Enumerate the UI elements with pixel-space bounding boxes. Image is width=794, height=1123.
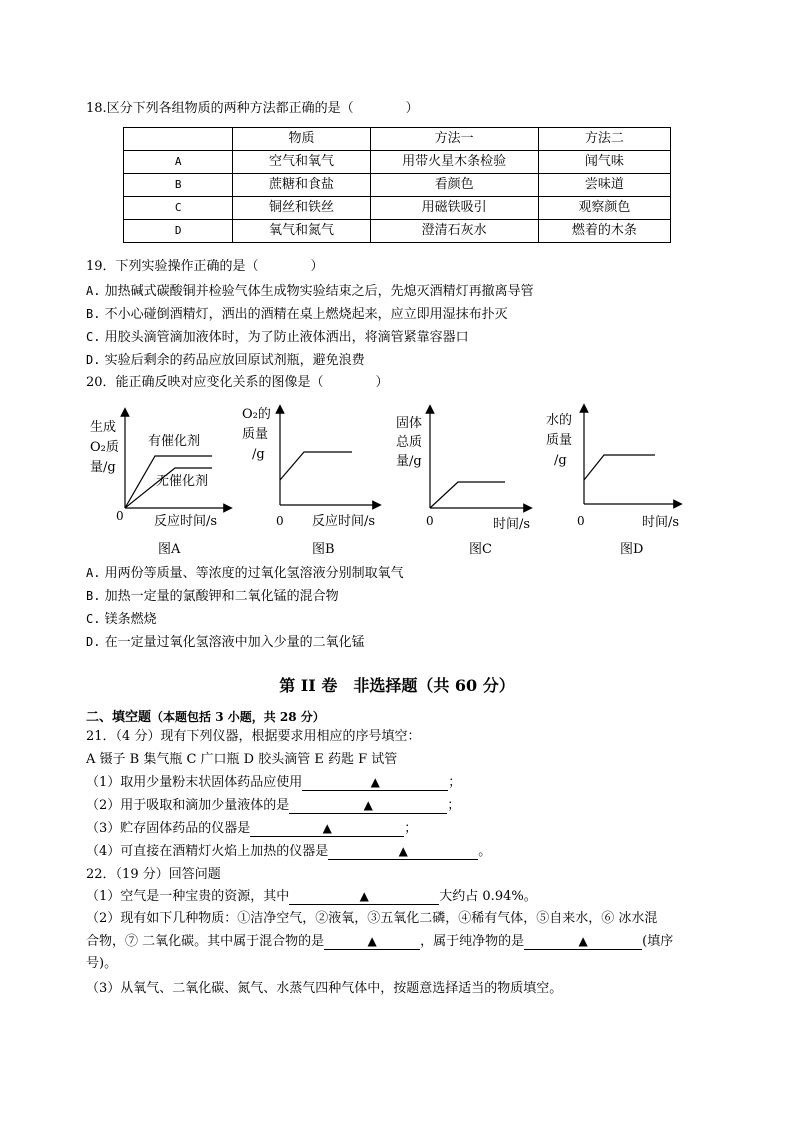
table-cell: 空气和氧气 [233, 151, 370, 174]
table-header-cell: 方法二 [538, 128, 670, 151]
option-text: 不小心碰倒酒精灯，洒出的酒精在桌上燃烧起来，应立即用湿抹布扑灭 [104, 307, 508, 322]
graph-a-xlabel: 反应时间/s [154, 514, 218, 529]
table-cell: 燃着的木条 [538, 220, 670, 243]
q19-option-a [86, 282, 534, 301]
triangle-marker-icon: ▲ [359, 889, 369, 903]
graph-b-origin: 0 [276, 514, 284, 528]
q21-stem: 21．（4 分）现有下列仪器，根据要求用相应的序号填空： [86, 729, 421, 744]
option-text: 加热碱式碳酸铜并检验气体生成物实验结束之后，先熄灭酒精灯再撤离导管 [104, 284, 534, 299]
item-text: （4）可直接在酒精灯火焰上加热的仪器是 [86, 844, 329, 859]
graph-c-ylabel-2: 总质 [396, 435, 423, 450]
part2-title: 第 II 卷 非选择题（共 60 分） [279, 676, 515, 695]
answer-blank[interactable] [289, 889, 439, 905]
q22-part-2-line-3: 号)。 [86, 956, 118, 971]
table-cell: 看颜色 [370, 174, 538, 197]
graph-d [546, 408, 679, 557]
triangle-marker-icon: ▲ [363, 798, 373, 812]
q19-option-b [86, 305, 508, 324]
item-text: 合物，⑦ 二氧化碳。其中属于混合物的是 [86, 934, 325, 949]
answer-blank[interactable] [328, 844, 478, 860]
q20-graphs [80, 400, 690, 560]
graph-a-ylabel-1: 生成 [90, 420, 117, 435]
option-text: 镁条燃烧 [104, 612, 157, 627]
section-heading-text: 二、填空题 [86, 710, 152, 725]
q22-part-1 [86, 888, 537, 906]
q21-instrument-list: A 镊子 B 集气瓶 C 广口瓶 D 胶头滴管 E 药匙 F 试管 [86, 752, 398, 767]
table-cell: 铜丝和铁丝 [233, 197, 370, 220]
answer-blank[interactable] [289, 798, 447, 814]
graph-a-ylabel-3: 量/g [90, 460, 116, 475]
table-header-cell: 物质 [233, 128, 370, 151]
item-text: （1）取用少量粉末状固体药品应使用 [86, 775, 303, 790]
q22-part-3: （3）从氧气、二氧化碳、氮气、水蒸气四种气体中，按题意选择适当的物质填空。 [86, 981, 563, 996]
graph-d-ylabel-3: /g [554, 453, 567, 468]
q18-table [123, 127, 671, 243]
table-cell: D [124, 220, 233, 243]
table-row [124, 174, 671, 197]
q22-part-2-line-2 [86, 933, 673, 951]
graph-b-caption: 图B [312, 542, 335, 557]
table-cell: 用磁铁吸引 [370, 197, 538, 220]
item-text: （1）空气是一种宝贵的资源，其中 [86, 889, 290, 904]
table-cell: 观察颜色 [538, 197, 670, 220]
q20-option-c [86, 610, 157, 629]
triangle-marker-icon: ▲ [367, 934, 377, 948]
q22-stem: 22．（19 分）回答问题 [86, 867, 221, 882]
item-suffix: ； [447, 798, 461, 813]
graph-d-xlabel: 时间/s [642, 515, 680, 530]
graph-c-ylabel-3: 量/g [396, 454, 422, 469]
table-cell: B [124, 174, 233, 197]
graph-d-origin: 0 [577, 514, 585, 528]
option-letter: B. [86, 589, 101, 603]
option-letter: A. [86, 284, 101, 298]
graph-c-curve [430, 482, 505, 508]
option-letter: D. [86, 353, 101, 367]
item-text: （3）贮存固体药品的仪器是 [86, 821, 251, 836]
q21-item-2 [86, 797, 460, 815]
q19-option-c [86, 328, 469, 347]
graph-d-curve [584, 455, 655, 480]
graph-c-origin: 0 [426, 514, 434, 528]
graph-c-xlabel: 时间/s [493, 517, 531, 532]
table-header-row [124, 128, 671, 151]
table-header-cell: 方法一 [370, 128, 538, 151]
graph-b-ylabel-3: /g [252, 447, 265, 462]
table-cell: 澄清石灰水 [370, 220, 538, 243]
table-cell: 氧气和氮气 [233, 220, 370, 243]
table-row [124, 151, 671, 174]
graph-a-origin: 0 [116, 509, 124, 523]
graph-c [396, 409, 530, 557]
table-cell: C [124, 197, 233, 220]
option-letter: C. [86, 612, 101, 626]
q19-option-d [86, 351, 365, 370]
graph-a-ylabel-2: O₂质 [90, 440, 119, 455]
graph-b-ylabel-2: 质量 [242, 427, 269, 442]
triangle-marker-icon: ▲ [398, 844, 408, 858]
answer-blank[interactable] [524, 934, 642, 950]
q21-item-1 [86, 774, 461, 792]
option-text: 用两份等质量、等浓度的过氧化氢溶液分别制取氧气 [104, 566, 404, 581]
triangle-marker-icon: ▲ [322, 821, 332, 835]
item-suffix: 。 [478, 844, 492, 859]
answer-blank[interactable] [324, 934, 420, 950]
option-text: 实验后剩余的药品应放回原试剂瓶，避免浪费 [104, 353, 365, 368]
q20-option-a [86, 564, 404, 583]
graph-b-curve [280, 452, 352, 480]
graph-c-ylabel-1: 固体 [396, 416, 423, 431]
table-cell: 蔗糖和食盐 [233, 174, 370, 197]
graph-d-ylabel-1: 水的 [546, 413, 573, 428]
table-cell: 尝味道 [538, 174, 670, 197]
table-cell: 用带火星木条检验 [370, 151, 538, 174]
option-letter: B. [86, 307, 101, 321]
q21-item-4 [86, 843, 491, 861]
graph-c-caption: 图C [469, 542, 492, 557]
q20-option-b [86, 587, 339, 606]
graph-d-ylabel-2: 质量 [546, 433, 573, 448]
graph-a-caption: 图A [158, 542, 181, 557]
triangle-marker-icon: ▲ [578, 934, 588, 948]
q20-stem: 20．能正确反映对应变化关系的图像是（ ） [86, 375, 389, 390]
q20-option-d [86, 633, 365, 652]
section-heading [86, 706, 325, 725]
option-text: 用胶头滴管滴加液体时，为了防止液体洒出，将滴管紧靠容器口 [104, 330, 469, 345]
option-letter: A. [86, 566, 101, 580]
table-row [124, 220, 671, 243]
table-cell: 闻气味 [538, 151, 670, 174]
triangle-marker-icon: ▲ [370, 775, 380, 789]
section-heading-note: （本题包括 3 小题，共 28 分） [151, 710, 325, 724]
option-letter: C. [86, 330, 101, 344]
graph-b-xlabel: 反应时间/s [312, 514, 376, 529]
option-text: 加热一定量的氯酸钾和二氧化锰的混合物 [104, 589, 339, 604]
item-text: ，属于纯净物的是 [420, 934, 525, 949]
option-text: 在一定量过氧化氢溶液中加入少量的二氧化锰 [104, 635, 365, 650]
item-text: (填序 [642, 934, 674, 949]
item-suffix: ； [404, 821, 418, 836]
graph-a [90, 412, 228, 557]
q22-part-2-line-1: （2）现有如下几种物质：①洁净空气，②液氧，③五氧化二磷，④稀有气体，⑤自来水，⑥ 冰水混 [86, 911, 658, 926]
answer-blank[interactable] [250, 821, 404, 837]
option-letter: D. [86, 635, 101, 649]
item-suffix: ； [448, 775, 462, 790]
q18-stem: 18.区分下列各组物质的两种方法都正确的是（ ） [86, 101, 419, 116]
graph-a-curve-label-1: 有催化剂 [148, 434, 201, 449]
table-header-cell [124, 128, 233, 151]
answer-blank[interactable] [302, 775, 448, 791]
q19-stem: 19．下列实验操作正确的是（ ） [86, 259, 324, 274]
table-cell: A [124, 151, 233, 174]
item-suffix: 大约占 0.94%。 [439, 889, 537, 904]
item-text: （2）用于吸取和滴加少量液体的是 [86, 798, 290, 813]
graph-b-ylabel-1: O₂的 [242, 407, 271, 422]
graph-d-caption: 图D [620, 542, 644, 557]
table-row [124, 197, 671, 220]
graph-b [242, 407, 377, 557]
graph-a-curve-label-2: 无催化剂 [156, 474, 209, 489]
q21-item-3 [86, 820, 417, 838]
